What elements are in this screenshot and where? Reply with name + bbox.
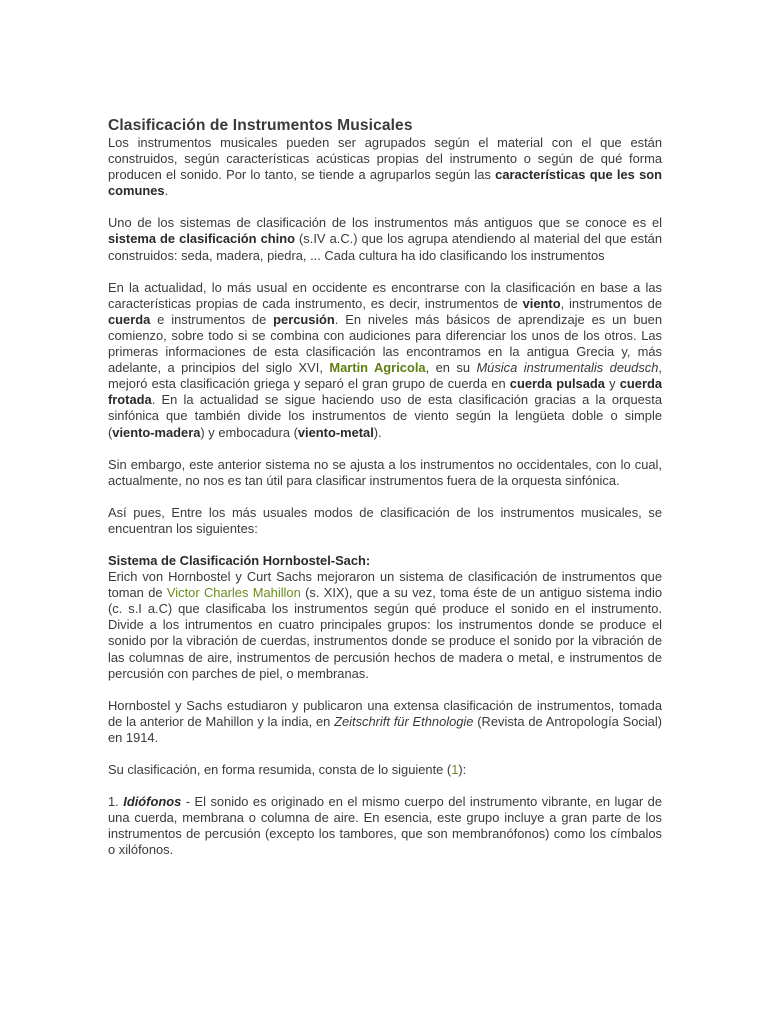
- paragraph-chinese-system: Uno de los sistemas de clasificación de los instrumentos más antiguos que se conoce es el sistema de clasificación chino (s.IV a.C.) que los agrupa atendiendo al material del que están construidos: seda, madera, piedra, ... Cada cultura ha ido clasificando los instrumentos: [108, 215, 662, 263]
- paragraph-hornbostel-sach: Sistema de Clasificación Hornbostel-Sach: Erich von Hornbostel y Curt Sachs mejoraron un sistema de clasificación de instrumentos que toman de Victor Charles Mahillon (s. XIX), que a su vez, toma éste de un antiguo sistema indio (c. s.I a.C) que clasificaba los instrumentos según qué produce el sonido en el instrumento. Divide a los intrumentos en cuatro principales grupos: los instrumentos donde se produce el sonido por la vibración de cuerdas, instrumentos donde se produce el sonido por la vibración de las columnas de aire, instrumentos de percusión hechos de madera o metal, e instrumentos de percusión con parches de piel, o membranas.: [108, 552, 662, 681]
- document-body: [108, 117, 662, 858]
- paragraph-summary: Su clasificación, en forma resumida, consta de lo siguiente (1):: [108, 762, 467, 777]
- link-victor-mahillon[interactable]: Victor Charles Mahillon: [166, 585, 301, 601]
- bold-caracteristicas: características que les son comunes: [108, 167, 662, 199]
- document-title: Clasificación de Instrumentos Musicales: [108, 117, 413, 134]
- link-martin-agricola[interactable]: Martin Agricola: [329, 360, 426, 376]
- paragraph-usual-modes: Así pues, Entre los más usuales modos de clasificación de los instrumentos musicales, se encuentran los siguientes:: [108, 504, 662, 536]
- bold-sistema-chino: sistema de clasificación chino: [108, 231, 295, 247]
- footnote-link[interactable]: 1: [451, 762, 459, 777]
- paragraph-idiofonos: 1. Idiófonos - El sonido es originado en el mismo cuerpo del instrumento vibrante, en lugar de una cuerda, membrana o columna de aire. En esencia, este grupo incluye a gran parte de los instrumentos de percusión (excepto los tambores, que son membranófonos) como los címbalos o xilófonos.: [108, 794, 662, 858]
- section-heading: Sistema de Clasificación Hornbostel-Sach:: [108, 552, 371, 568]
- paragraph-western-classification: En la actualidad, lo más usual en occidente es encontrarse con la clasificación en base a las características propias de cada instrumento, es decir, instrumentos de viento, instrumentos de cuerda e instrumentos de percusión. En niveles más básicos de aprendizaje es un buen comienzo, sobre todo si se combina con audiciones para diferenciar los unos de los otros. Las primeras informaciones de esta clasificación las encontramos en la antigua Grecia y, más adelante, a principios del siglo XVI, Martin Agricola, en su Música instrumentalis deudsch, mejoró esta clasificación griega y separó el gran grupo de cuerda en cuerda pulsada y cuerda frotada. En la actualidad se sigue haciendo uso de esta clasificación gracias a la orquesta sinfónica que también divide los instrumentos de viento según la lengüeta doble o simple (viento-madera) y embocadura (viento-metal).: [108, 279, 663, 440]
- paragraph-intro: Los instrumentos musicales pueden ser agrupados según el material con el que están construidos, según características acústicas propias del instrumento o según de qué forma producen el sonido. Por lo tanto, se tiende a agruparlos según las características que les son comunes.: [108, 135, 662, 199]
- paragraph-publication: Hornbostel y Sachs estudiaron y publicaron una extensa clasificación de instrumentos, tomada de la anterior de Mahillon y la india, en Zeitschrift für Ethnologie (Revista de Antropología Social) en 1914.: [108, 697, 663, 745]
- paragraph-non-western: Sin embargo, este anterior sistema no se ajusta a los instrumentos no occidentales, con lo cual, actualmente, no nos es tan útil para clasificar instrumentos fuera de la orquesta sinfónica.: [108, 456, 662, 488]
